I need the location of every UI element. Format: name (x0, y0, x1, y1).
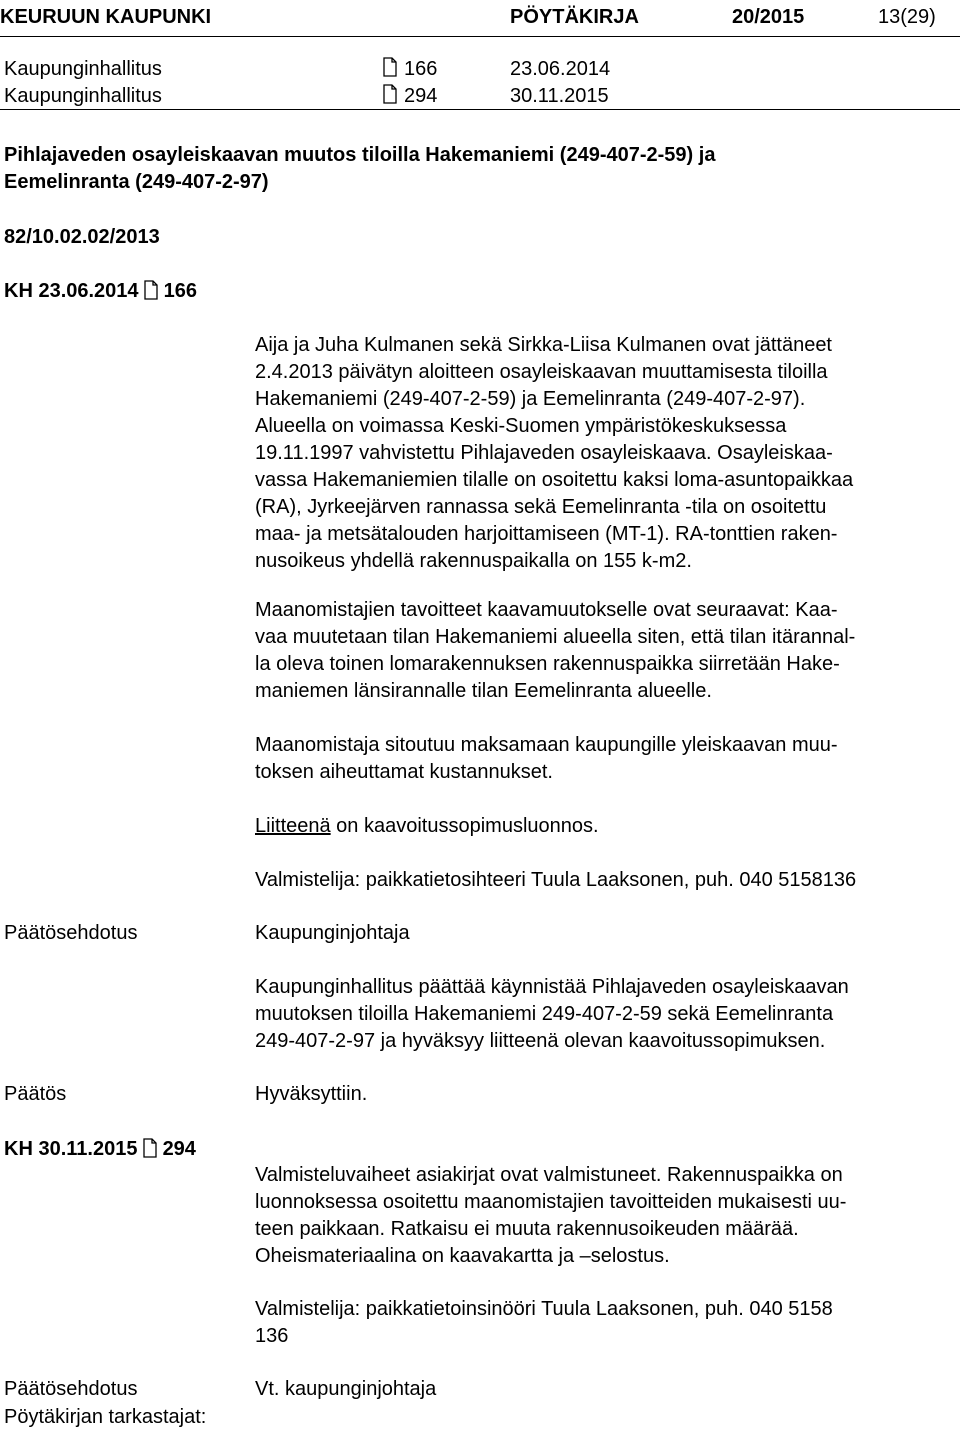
text-line: (RA), Jyrkeejärven rannassa sekä Eemelinranta -tila on osoitettu (255, 496, 827, 518)
text-line: Alueella on voimassa Keski-Suomen ympäristökeskuksessa (255, 415, 787, 437)
text-line: 136 (255, 1325, 289, 1347)
text-line: muutoksen tiloilla Hakemaniemi 249-407-2-59 sekä Eemelinranta (255, 1003, 834, 1025)
document-icon (383, 84, 397, 104)
attachment-text: on kaavoitussopimusluonnos. (330, 815, 599, 837)
header-rule (0, 36, 960, 37)
text-line: teen paikkaan. Ratkaisu ei muuta rakennusoikeuden määrää. (255, 1218, 799, 1240)
text-line: Valmistelija: paikkatietoinsinööri Tuula Laaksonen, puh. 040 5158 (255, 1298, 833, 1320)
decision-text: Hyväksyttiin. (255, 1083, 368, 1105)
document-icon (383, 57, 397, 77)
history-date: 30.11.2015 (510, 85, 609, 107)
reference-number: 82/10.02.02/2013 (4, 226, 160, 248)
history-section: 294 (404, 85, 438, 107)
kh-2015-section: 294 (162, 1138, 196, 1160)
kh-2014-heading (4, 278, 197, 305)
history-section: 166 (404, 58, 438, 80)
text-line: luonnoksessa osoitettu maanomistajien tavoitteiden mukaisesti uu- (255, 1191, 847, 1213)
org-name: KEURUUN KAUPUNKI (0, 6, 212, 28)
kh-2014-section: 166 (163, 280, 198, 302)
reviewers-label: Pöytäkirjan tarkastajat: (4, 1406, 207, 1428)
attachment-link[interactable]: Liitteenä (255, 815, 331, 837)
proposal-label: Päätösehdotus (4, 1378, 138, 1400)
preparer-2014: Valmistelija: paikkatietosihteeri Tuula Laaksonen, puh. 040 5158136 (255, 869, 857, 891)
kh-2014-date: KH 23.06.2014 (4, 280, 139, 302)
page-number: 13(29) (878, 6, 936, 28)
proposal-proposer: Vt. kaupunginjohtaja (255, 1378, 437, 1400)
text-line: vaa muutetaan tilan Hakemaniemi alueella siten, että tilan itärannal- (255, 626, 856, 648)
kh-2015-heading (4, 1136, 196, 1163)
document-icon (144, 280, 158, 300)
kh-2015-date: KH 30.11.2015 (4, 1138, 138, 1160)
text-line: maniemen länsirannalle tilan Eemelinranta alueelle. (255, 680, 712, 702)
text-line: Kaupunginhallitus päättää käynnistää Pihlajaveden osayleiskaavan (255, 976, 849, 998)
text-line: Maanomistaja sitoutuu maksamaan kaupungille yleiskaavan muu- (255, 734, 838, 756)
paragraph-2015 (255, 1162, 953, 1270)
paragraph-initiative (255, 332, 953, 575)
text-line: vassa Hakemaniemien tilalle on osoitettu kaksi loma-asuntopaikkaa (255, 469, 854, 491)
text-line: 2.4.2013 päivätyn aloitteen osayleiskaavan muuttamisesta tiloilla (255, 361, 828, 383)
proposal-text (255, 974, 953, 1055)
history-rule (0, 109, 960, 110)
paragraph-costs (255, 732, 953, 786)
text-line: nusoikeus yhdellä rakennuspaikalla on 155 k-m2. (255, 550, 692, 572)
text-line: Hakemaniemi (249-407-2-59) ja Eemelinranta (249-407-2-97). (255, 388, 806, 410)
text-line: 249-407-2-97 ja hyväksyy liitteenä olevan kaavoitussopimuksen. (255, 1030, 826, 1052)
history-date: 23.06.2014 (510, 58, 611, 80)
text-line: 19.11.1997 vahvistettu Pihlajaveden osayleiskaava. Osayleiskaa- (255, 442, 833, 464)
paragraph-goals (255, 597, 953, 705)
text-line: Aija ja Juha Kulmanen sekä Sirkka-Liisa Kulmanen ovat jättäneet (255, 334, 832, 356)
attachment-line (255, 813, 599, 840)
history-body: Kaupunginhallitus (4, 85, 162, 107)
doc-type: PÖYTÄKIRJA (510, 6, 639, 28)
preparer-2015 (255, 1296, 953, 1350)
text-line: toksen aiheuttamat kustannukset. (255, 761, 553, 783)
doc-number: 20/2015 (732, 6, 805, 28)
text-line: Oheismateriaalina on kaavakartta ja –selostus. (255, 1245, 670, 1267)
proposal-proposer: Kaupunginjohtaja (255, 922, 410, 944)
text-line: Maanomistajien tavoitteet kaavamuutokselle ovat seuraavat: Kaa- (255, 599, 838, 621)
proposal-label: Päätösehdotus (4, 922, 138, 944)
history-body: Kaupunginhallitus (4, 58, 162, 80)
text-line: la oleva toinen lomarakennuksen rakennuspaikka siirretään Hake- (255, 653, 840, 675)
page-title-line: Pihlajaveden osayleiskaavan muutos tiloilla Hakemaniemi (249-407-2-59) ja (4, 144, 716, 166)
page-title-line: Eemelinranta (249-407-2-97) (4, 171, 269, 193)
text-line: Valmisteluvaiheet asiakirjat ovat valmistuneet. Rakennuspaikka on (255, 1164, 843, 1186)
document-icon (143, 1138, 157, 1158)
decision-label: Päätös (4, 1083, 67, 1105)
text-line: maa- ja metsätalouden harjoittamiseen (MT-1). RA-tonttien raken- (255, 523, 838, 545)
